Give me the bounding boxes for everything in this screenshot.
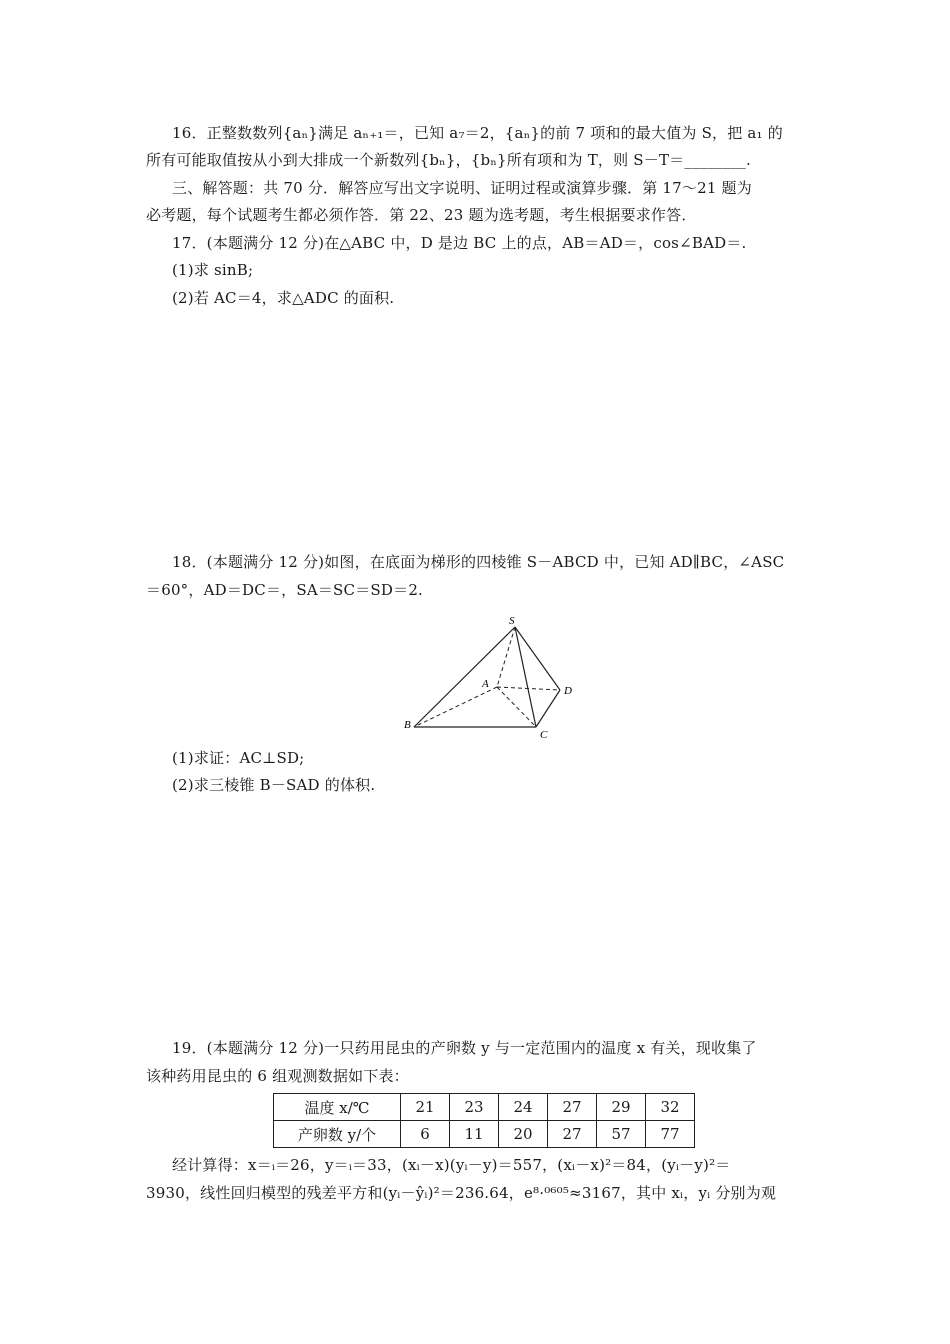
q17-part2: (2)若 AC＝4，求△ADC 的面积. — [172, 289, 395, 307]
table-cell: 77 — [646, 1121, 695, 1148]
q18-part2: (2)求三棱锥 B－SAD 的体积. — [172, 776, 376, 794]
row-header-egg-count: 产卵数 y/个 — [274, 1121, 401, 1148]
q18-line1: 18．(本题满分 12 分)如图，在底面为梯形的四棱锥 S－ABCD 中，已知 AD∥BC，∠ASC — [172, 553, 785, 571]
pyramid-figure — [400, 612, 590, 742]
vertex-label-s: S — [509, 615, 515, 627]
q19-line2: 该种药用昆虫的 6 组观测数据如下表： — [146, 1067, 409, 1085]
table-cell: 24 — [499, 1094, 548, 1121]
q18-part1: (1)求证：AC⊥SD; — [172, 749, 305, 767]
q17-stem: 17．(本题满分 12 分)在△ABC 中，D 是边 BC 上的点，AB＝AD＝，cos∠BAD＝. — [172, 234, 747, 252]
edge-ac — [497, 687, 536, 727]
table-cell: 32 — [646, 1094, 695, 1121]
vertex-label-a: A — [482, 678, 489, 690]
q17-part1: (1)求 sinB; — [172, 261, 254, 279]
table-cell: 27 — [548, 1121, 597, 1148]
q18-line2: ＝60°，AD＝DC＝，SA＝SC＝SD＝2. — [146, 581, 424, 599]
q16-line2: 所有可能取值按从小到大排成一个新数列{bₙ}，{bₙ}所有项和为 T，则 S－T＝________. — [146, 151, 751, 169]
vertex-label-c: C — [540, 729, 548, 741]
table-cell: 20 — [499, 1121, 548, 1148]
pyramid-diagram — [400, 612, 590, 742]
section3-heading-line1: 三、解答题：共 70 分．解答应写出文字说明、证明过程或演算步骤．第 17～21 题为 — [172, 179, 752, 197]
table-cell: 57 — [597, 1121, 646, 1148]
table-cell: 23 — [450, 1094, 499, 1121]
edge-ab — [414, 687, 497, 727]
row-header-temperature: 温度 x/℃ — [274, 1094, 401, 1121]
observation-table — [273, 1093, 695, 1148]
vertex-label-b: B — [404, 719, 411, 731]
q19-stats-line2: 3930，线性回归模型的残差平方和(yᵢ－ŷᵢ)²＝236.64，e⁸·⁰⁶⁰⁵≈3167，其中 xᵢ，yᵢ 分别为观 — [146, 1184, 777, 1202]
table-cell: 21 — [401, 1094, 450, 1121]
table-cell: 29 — [597, 1094, 646, 1121]
table-row-temperature — [274, 1094, 695, 1121]
edge-cd — [536, 690, 560, 727]
table-row-egg-count — [274, 1121, 695, 1148]
q19-line1: 19．(本题满分 12 分)一只药用昆虫的产卵数 y 与一定范围内的温度 x 有关，现收集了 — [172, 1039, 757, 1057]
vertex-label-d: D — [564, 685, 572, 697]
q19-stats-line1: 经计算得：x＝ᵢ＝26，y＝ᵢ＝33，(xᵢ－x)(yᵢ－y)＝557，(xᵢ－x)²＝84，(yᵢ－y)²＝ — [172, 1156, 731, 1174]
table-cell: 11 — [450, 1121, 499, 1148]
q16-line1: 16．正整数数列{aₙ}满足 aₙ₊₁＝，已知 a₇＝2，{aₙ}的前 7 项和的最大值为 S，把 a₁ 的 — [172, 124, 783, 142]
table-cell: 27 — [548, 1094, 597, 1121]
table-cell: 6 — [401, 1121, 450, 1148]
section3-heading-line2: 必考题，每个试题考生都必须作答．第 22、23 题为选考题，考生根据要求作答． — [146, 206, 697, 224]
